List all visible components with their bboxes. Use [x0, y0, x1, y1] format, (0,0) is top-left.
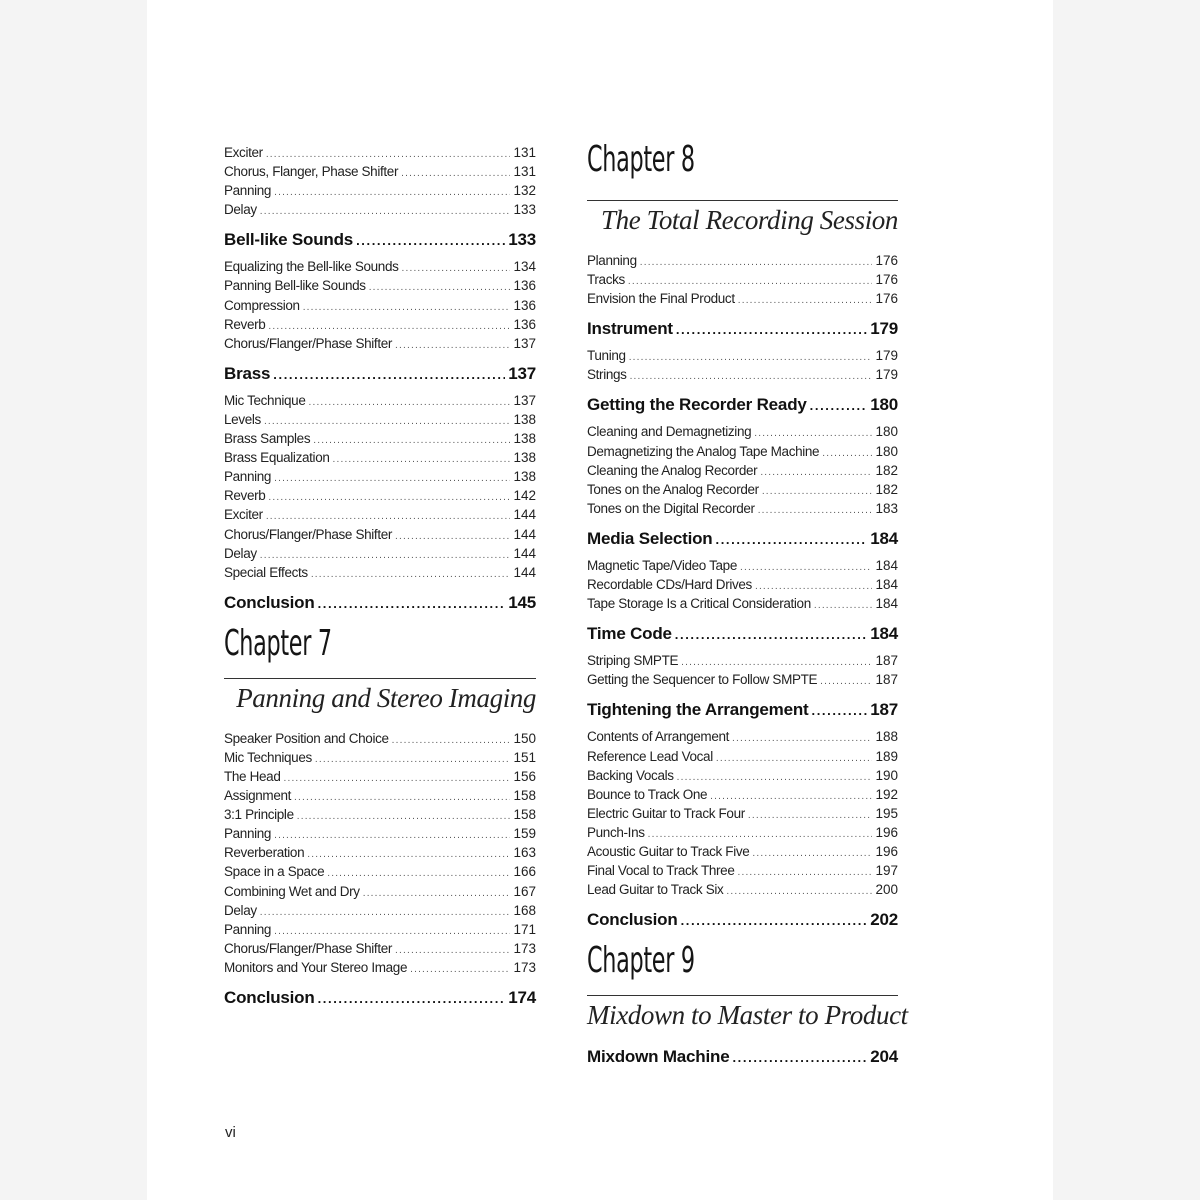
toc-entry: Exciter ..... 144 [224, 505, 536, 524]
toc-entry: Delay ..... 168 [224, 901, 536, 920]
toc-entry: Exciter ..... 131 [224, 143, 536, 162]
toc-entry: Chorus/Flanger/Phase Shifter ..... 137 [224, 334, 536, 353]
toc-section-heading: Conclusion ..... 145 [224, 592, 536, 614]
toc-entry: Speaker Position and Choice ..... 150 [224, 729, 536, 748]
toc-entry: Tuning ..... 179 [587, 346, 898, 365]
toc-section-heading: Instrument ..... 179 [587, 318, 898, 340]
toc-entry: Striping SMPTE ..... 187 [587, 651, 898, 670]
chapter-8-title-rule [587, 200, 898, 237]
page-number: vi [225, 1124, 236, 1141]
toc-entry: Panning ..... 138 [224, 467, 536, 486]
toc-right-column [587, 139, 908, 1074]
toc-entry: Planning ..... 176 [587, 251, 898, 270]
toc-entry: Tape Storage Is a Critical Consideration ..... 184 [587, 594, 898, 613]
toc-entry: Tones on the Digital Recorder ..... 183 [587, 499, 898, 518]
toc-entry: Demagnetizing the Analog Tape Machine ..... 180 [587, 442, 898, 461]
toc-entry: Delay ..... 133 [224, 200, 536, 219]
toc-section-heading: Conclusion ..... 202 [587, 909, 898, 931]
toc-entry: Contents of Arrangement ..... 188 [587, 727, 898, 746]
toc-entry: Panning ..... 132 [224, 181, 536, 200]
toc-entry: Equalizing the Bell-like Sounds ..... 134 [224, 257, 536, 276]
toc-entry: Mic Technique ..... 137 [224, 391, 536, 410]
toc-section-heading: Conclusion ..... 174 [224, 987, 536, 1009]
toc-entry: Brass Equalization ..... 138 [224, 448, 536, 467]
toc-entry: The Head ..... 156 [224, 767, 536, 786]
toc-entry: Panning ..... 171 [224, 920, 536, 939]
chapter-8-heading: Chapter 8 [587, 139, 695, 180]
toc-entry: Backing Vocals ..... 190 [587, 766, 898, 785]
toc-entries-intro [224, 143, 536, 219]
toc-entry: Envision the Final Product ..... 176 [587, 289, 898, 308]
chapter-8-title: The Total Recording Session [601, 205, 898, 235]
toc-entry: Bounce to Track One ..... 192 [587, 785, 898, 804]
toc-entry: Cleaning and Demagnetizing ..... 180 [587, 422, 898, 441]
chapter-9-title-rule [587, 995, 908, 1032]
toc-entry: Chorus/Flanger/Phase Shifter ..... 173 [224, 939, 536, 958]
toc-entry: Mic Techniques ..... 151 [224, 748, 536, 767]
chapter-7-heading: Chapter 7 [224, 622, 332, 664]
toc-section-heading: Time Code ..... 184 [587, 623, 898, 645]
toc-section-heading: Bell-like Sounds ..... 133 [224, 229, 536, 251]
toc-entry: Delay ..... 144 [224, 544, 536, 563]
toc-entry: Magnetic Tape/Video Tape ..... 184 [587, 556, 898, 575]
toc-entry: Tones on the Analog Recorder ..... 182 [587, 480, 898, 499]
toc-entry: Reference Lead Vocal ..... 189 [587, 747, 898, 766]
toc-entry: Reverberation ..... 163 [224, 843, 536, 862]
toc-entry: Chorus/Flanger/Phase Shifter ..... 144 [224, 525, 536, 544]
toc-entry: Brass Samples ..... 138 [224, 429, 536, 448]
toc-section-heading: Mixdown Machine ..... 204 [587, 1046, 898, 1068]
toc-entry: Compression ..... 136 [224, 296, 536, 315]
toc-entry: Reverb ..... 142 [224, 486, 536, 505]
toc-entry: 3:1 Principle ..... 158 [224, 805, 536, 824]
toc-entry: Cleaning the Analog Recorder ..... 182 [587, 461, 898, 480]
toc-entry: Strings ..... 179 [587, 365, 898, 384]
toc-entry: Monitors and Your Stereo Image ..... 173 [224, 958, 536, 977]
toc-entry: Punch-Ins ..... 196 [587, 823, 898, 842]
toc-entry: Getting the Sequencer to Follow SMPTE ..... 187 [587, 670, 898, 689]
toc-section-heading: Getting the Recorder Ready ..... 180 [587, 394, 898, 416]
toc-entry: Lead Guitar to Track Six ..... 200 [587, 880, 898, 899]
toc-entry: Assignment ..... 158 [224, 786, 536, 805]
toc-entry: Final Vocal to Track Three ..... 197 [587, 861, 898, 880]
toc-entry: Recordable CDs/Hard Drives ..... 184 [587, 575, 898, 594]
toc-section-heading: Tightening the Arrangement ..... 187 [587, 699, 898, 721]
toc-entry: Reverb ..... 136 [224, 315, 536, 334]
toc-section-heading: Media Selection ..... 184 [587, 528, 898, 550]
chapter-7-title: Panning and Stereo Imaging [236, 682, 536, 713]
toc-entry: Levels ..... 138 [224, 410, 536, 429]
toc-entry: Acoustic Guitar to Track Five ..... 196 [587, 842, 898, 861]
toc-entry: Space in a Space ..... 166 [224, 862, 536, 881]
chapter-9-heading: Chapter 9 [587, 940, 695, 982]
toc-entry: Electric Guitar to Track Four ..... 195 [587, 804, 898, 823]
toc-entry: Special Effects ..... 144 [224, 563, 536, 582]
toc-entry: Panning Bell-like Sounds ..... 136 [224, 276, 536, 295]
toc-entry: Panning ..... 159 [224, 824, 536, 843]
toc-section-heading: Brass ..... 137 [224, 363, 536, 385]
toc-left-column [224, 143, 536, 1015]
toc-entry: Combining Wet and Dry ..... 167 [224, 882, 536, 901]
chapter-9-title: Mixdown to Master to Product [587, 1000, 908, 1031]
toc-entry: Chorus, Flanger, Phase Shifter ..... 131 [224, 162, 536, 181]
toc-entry: Tracks ..... 176 [587, 270, 898, 289]
chapter-7-title-rule [224, 678, 536, 715]
